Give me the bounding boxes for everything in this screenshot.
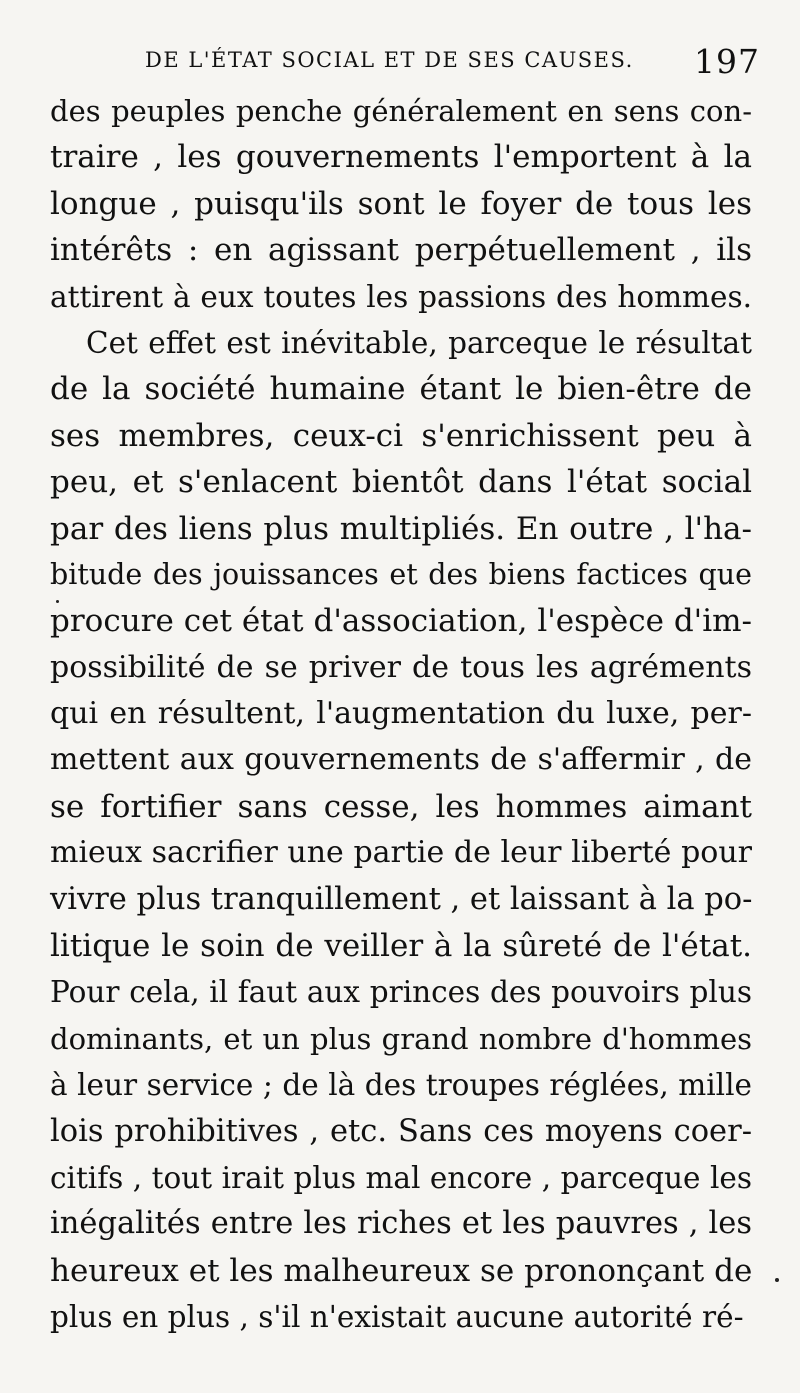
text-line: à leur service ; de là des troupes réglées, mille	[50, 1068, 752, 1103]
text-line: se fortifier sans cesse, les hommes aimant	[50, 788, 752, 825]
text-line: vivre plus tranquillement , et laissant à la po-	[50, 881, 753, 917]
body-text	[50, 88, 752, 1341]
text-line: Pour cela, il faut aux princes des pouvoirs plus	[50, 975, 752, 1010]
ink-speck	[775, 1278, 779, 1282]
text-line: peu, et s'enlacent bientôt dans l'état social	[50, 464, 752, 501]
text-line: mieux sacrifier une partie de leur liberté pour	[50, 835, 752, 871]
text-line: plus en plus , s'il n'existait aucune autorité ré-	[50, 1300, 744, 1335]
text-line: dominants, et un plus grand nombre d'hommes	[50, 1021, 752, 1056]
text-line: heureux et les malheureux se prononçant de	[50, 1252, 753, 1289]
text-line: par des liens plus multipliés. En outre , l'ha-	[50, 510, 752, 547]
text-line: lois prohibitives , etc. Sans ces moyens coer-	[50, 1113, 752, 1149]
page-number: 197	[694, 42, 760, 81]
text-line: mettent aux gouvernements de s'affermir , de	[50, 742, 752, 778]
running-title: DE L'ÉTAT SOCIAL ET DE SES CAUSES.	[145, 48, 634, 72]
text-line: procure cet état d'association, l'espèce d'im-	[50, 603, 752, 640]
text-line: inégalités entre les riches et les pauvres , les	[50, 1206, 752, 1242]
paragraph-end-line: attirent à eux toutes les passions des hommes.	[50, 279, 752, 314]
text-line: traire , les gouvernements l'emportent à la	[50, 139, 752, 176]
text-line: des peuples penche généralement en sens con-	[50, 94, 752, 128]
text-line: litique le soin de veiller à la sûreté de l'état.	[50, 928, 752, 965]
text-line: longue , puisqu'ils sont le foyer de tous les	[50, 185, 752, 222]
paragraph-first-line: Cet effet est inévitable, parceque le résultat	[86, 325, 752, 360]
text-line: citifs , tout irait plus mal encore , parceque les	[50, 1160, 752, 1195]
text-line: ses membres, ceux-ci s'enrichissent peu à	[50, 417, 752, 454]
text-line: qui en résultent, l'augmentation du luxe, per-	[50, 696, 752, 732]
ink-speck	[56, 600, 59, 603]
text-line: bitude des jouissances et des biens factices que	[50, 557, 752, 591]
text-line: possibilité de se priver de tous les agréments	[50, 649, 752, 685]
running-head	[145, 42, 760, 81]
text-line: de la société humaine étant le bien-être de	[50, 371, 752, 408]
text-line: intérêts : en agissant perpétuellement , ils	[50, 232, 752, 269]
